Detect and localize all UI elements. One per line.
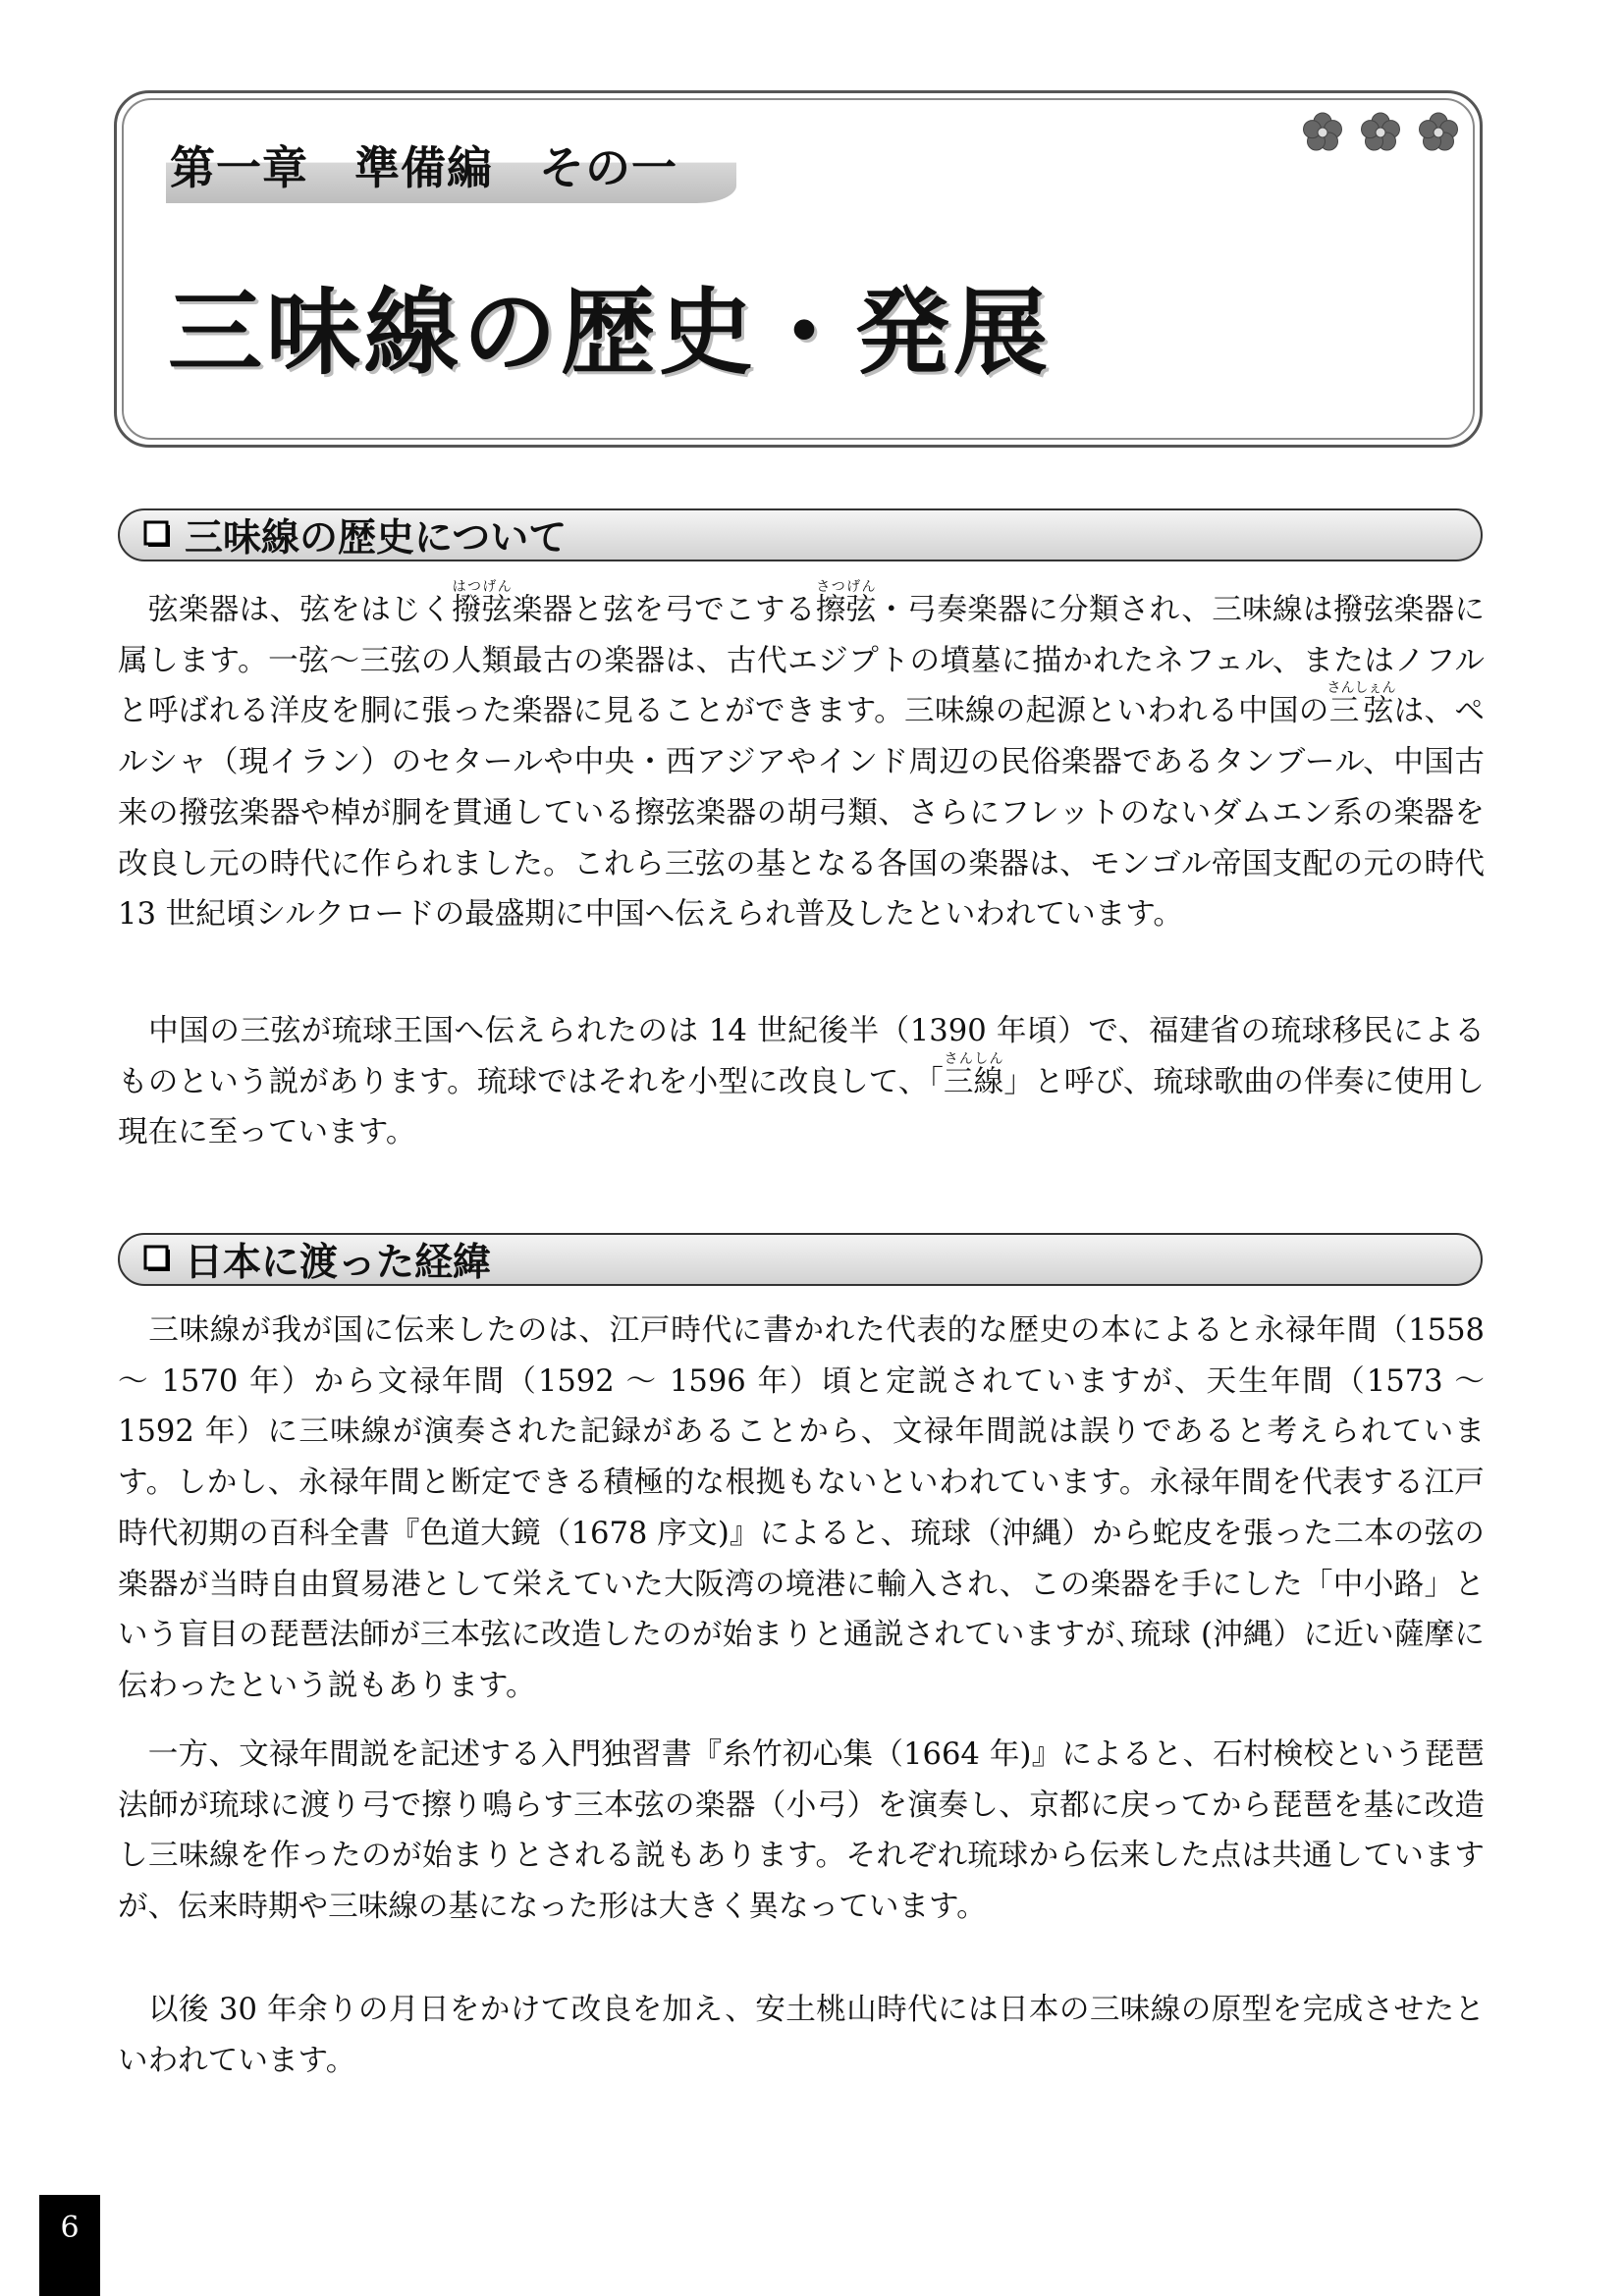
furigana-word: 撥弦はつげん <box>451 579 513 627</box>
checkbox-icon <box>143 520 173 550</box>
section-heading-label: 日本に渡った経緯 <box>185 1240 492 1285</box>
paragraph: 中国の三弦が琉球王国へ伝えられたのは 14 世紀後半（1390 年頃）で、福建省の琉球移民によるものという説があります。琉球ではそれを小型に改良して、「三線さんしん」と呼び、琉球歌曲の伴奏に使用し現在に至っています。 <box>118 1014 1486 1150</box>
section-heading-history <box>118 508 1483 561</box>
paragraph: 以後 30 年余りの月日をかけて改良を加え、安土桃山時代には日本の三味線の原型を完成させたといわれています。 <box>118 1993 1485 2078</box>
section-heading-arrival <box>118 1233 1483 1286</box>
paragraph: 一方、文禄年間説を記述する入門独習書『糸竹初心集（1664 年)』によると、石村検校という琵琶法師が琉球に渡り弓で擦り鳴らす三本弦の楽器（小弓）を演奏し、京都に戻ってから琵琶を基に改造し三味線を作ったのが始まりとされる説もあります。それぞれ琉球から伝来した点は共通していますが、伝来時期や三味線の基になった形は大きく異なっています。 <box>118 1737 1486 1925</box>
page-title: 三味線の歴史・発展 <box>168 277 1052 388</box>
paragraph: 弦楽器は、弦をはじく撥弦はつげん楽器と弦を弓でこする擦弦さつげん・弓奏楽器に分類され、三味線は撥弦楽器に属します。一弦～三弦の人類最古の楽器は、古代エジプトの墳墓に描かれたネフェル、またはノフルと呼ばれる洋皮を胴に張った楽器に見ることができます。三味線の起源といわれる中国の三弦さんしぇんは、ペルシャ（現イラン）のセタールや中央・西アジアやインド周辺の民俗楽器であるタンブール、中国古来の撥弦楽器や棹が胴を貫通している擦弦楽器の胡弓類、さらにフレットのないダムエン系の楽器を改良し元の時代に作られました。これら三弦の基となる各国の楽器は、モンゴル帝国支配の元の時代 13 世紀頃シルクロードの最盛期に中国へ伝えられ普及したといわれています。 <box>118 579 1486 933</box>
plum-blossom-decoration-icon <box>1295 107 1466 156</box>
furigana-word: 三線さんしん <box>943 1050 1004 1099</box>
chapter-header-box <box>114 90 1483 448</box>
checkbox-icon <box>143 1245 173 1274</box>
page-number: 6 <box>39 2195 100 2296</box>
chapter-label: 第一章 準備編 その一 <box>166 129 736 203</box>
section-heading-label: 三味線の歴史について <box>185 515 568 561</box>
paragraph: 三味線が我が国に伝来したのは、江戸時代に書かれた代表的な歴史の本によると永禄年間（1558 ～ 1570 年）から文禄年間（1592 ～ 1596 年）頃と定説されていますが、天生年間（1573 ～ 1592 年）に三味線が演奏された記録があることから、文禄年間説は誤りであると考えられています。しかし、永禄年間と断定できる積極的な根拠もないといわれています。永禄年間を代表する江戸時代初期の百科全書『色道大鏡（1678 序文)』によると、琉球（沖縄）から蛇皮を張った二本の弦の楽器が当時自由貿易港として栄えていた大阪湾の境港に輸入され、この楽器を手にした「中小路」という盲目の琵琶法師が三本弦に改造したのが始まりと通説されていますが､琉球 (沖縄）に近い薩摩に伝わったという説もあります。 <box>118 1313 1486 1703</box>
furigana-word: 擦弦さつげん <box>815 579 877 627</box>
furigana-word: 三弦さんしぇん <box>1326 680 1396 729</box>
